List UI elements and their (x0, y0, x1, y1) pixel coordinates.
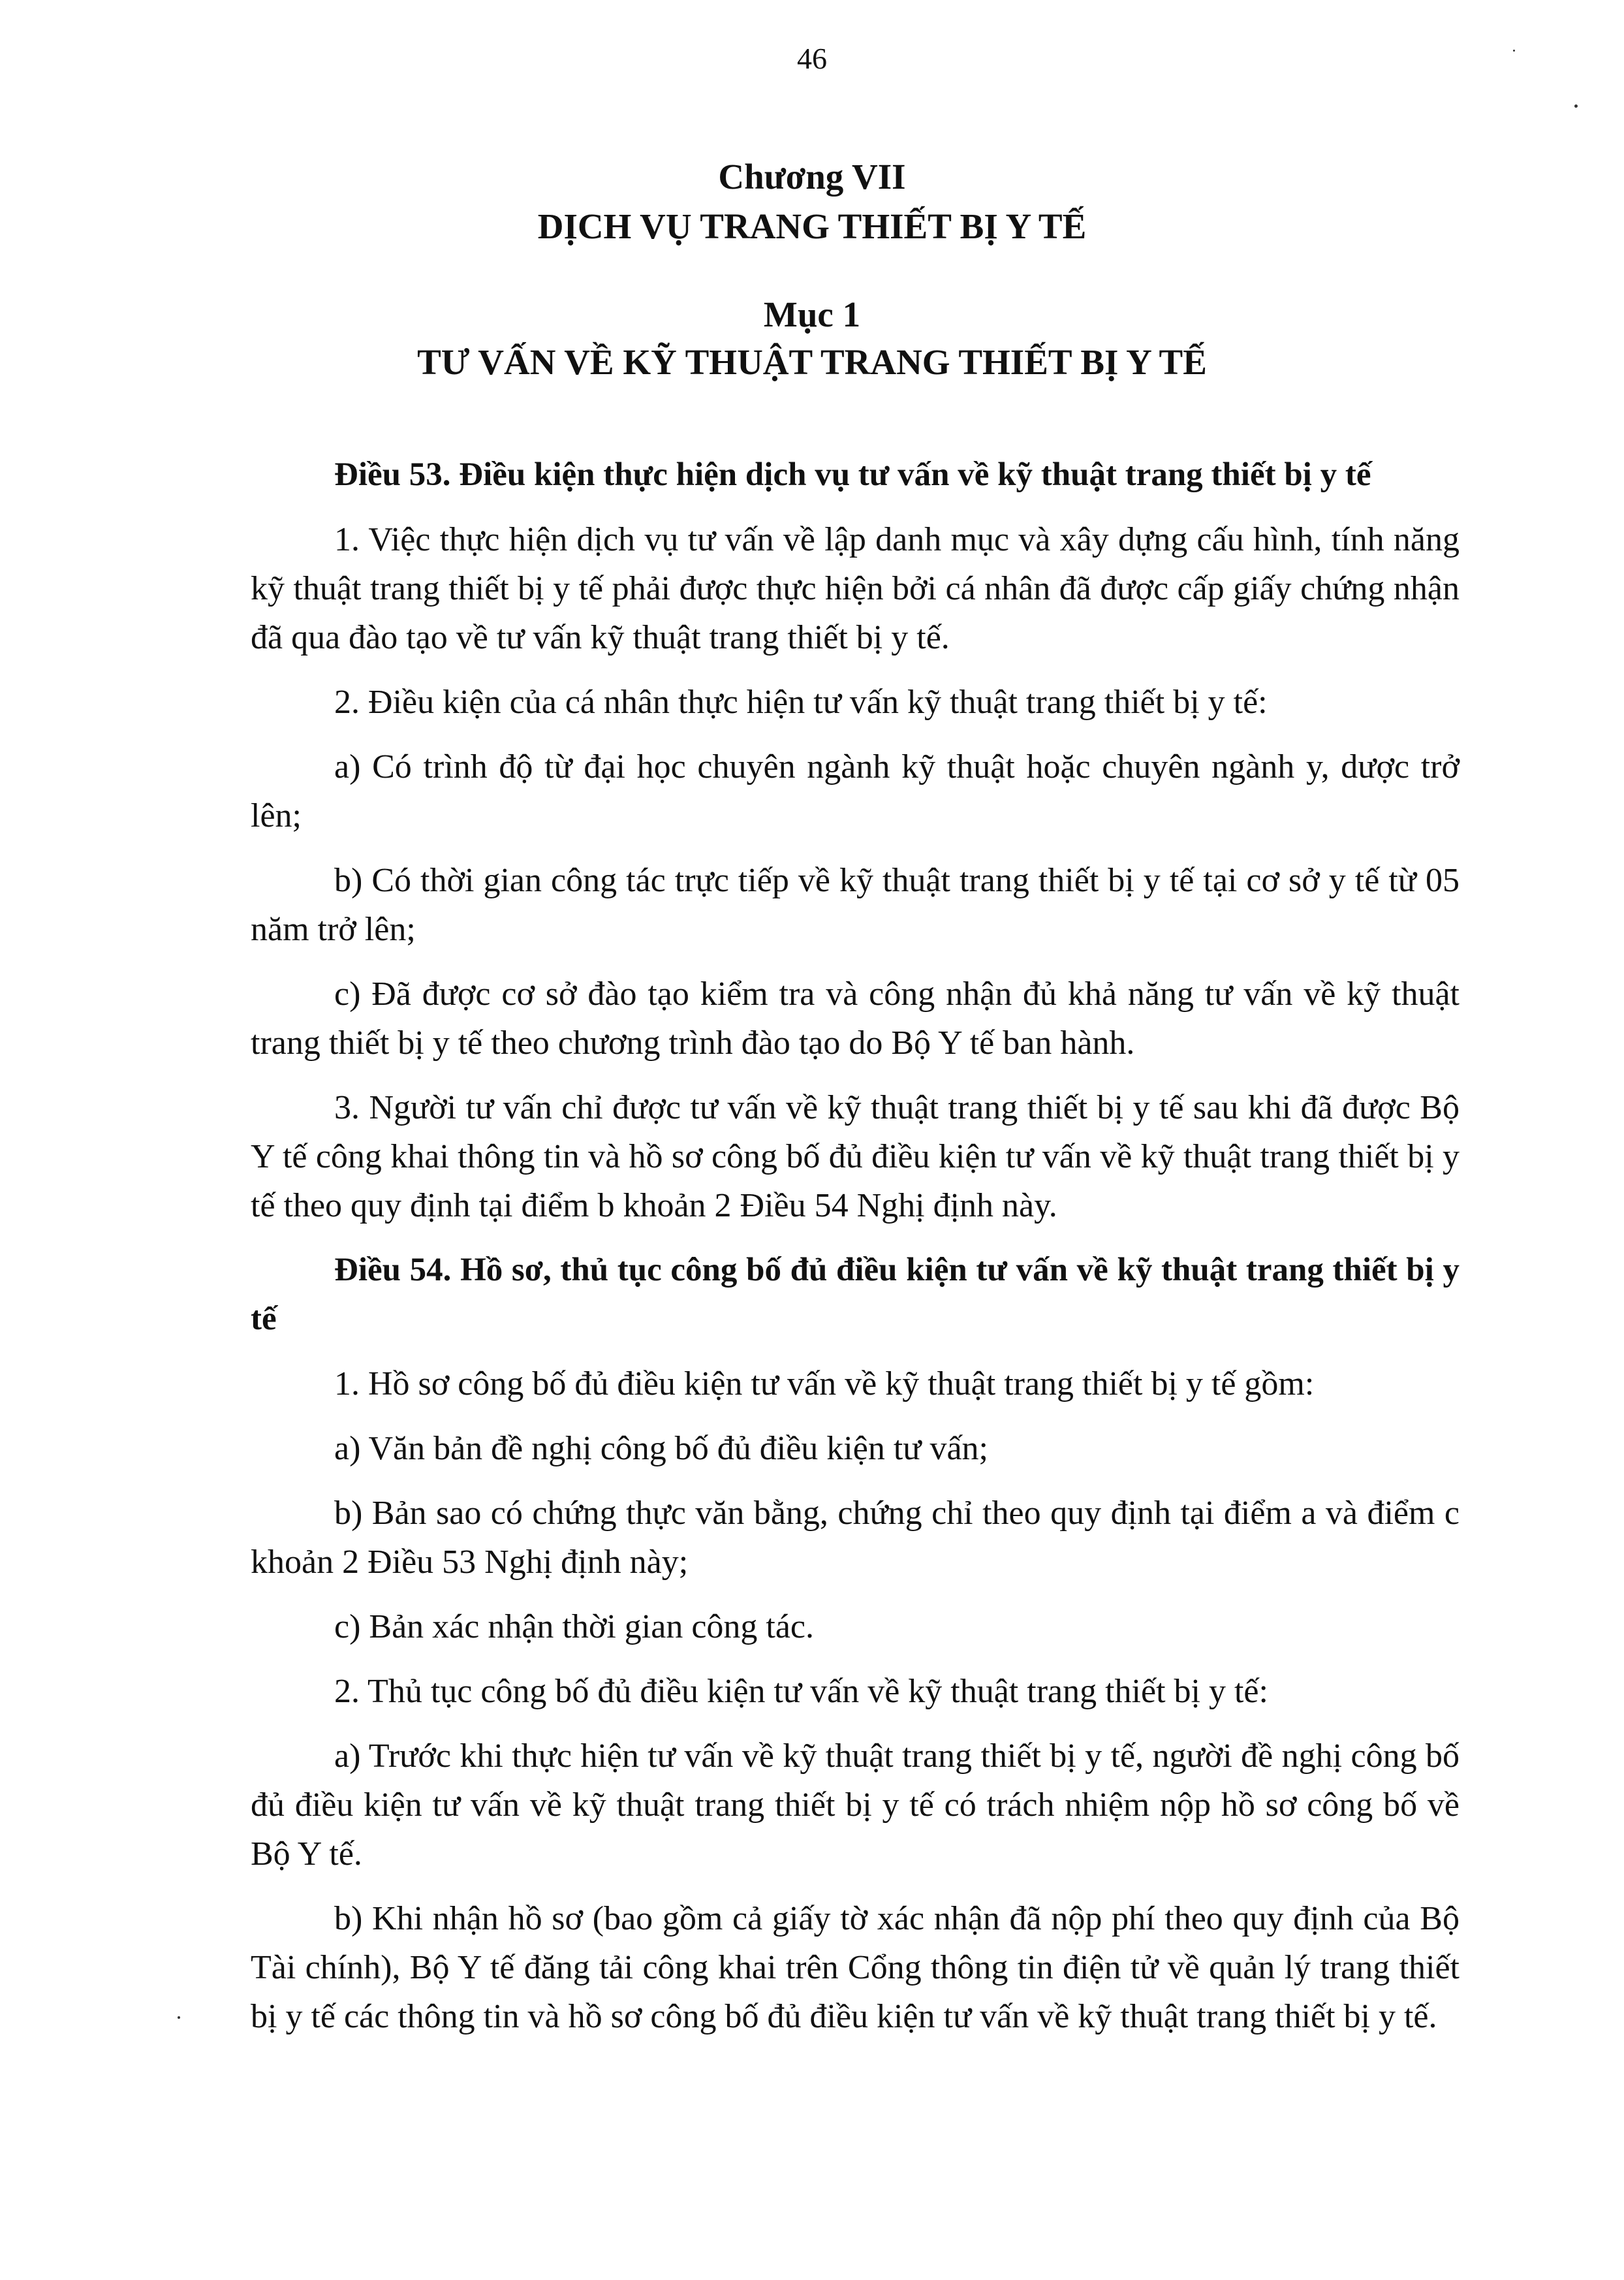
paragraph: a) Văn bản đề nghị công bố đủ điều kiện tư vấn; (334, 1430, 988, 1467)
paragraph: b) Khi nhận hồ sơ (bao gồm cả giấy tờ xác nhận đã nộp phí theo quy định của Bộ Tài chính), Bộ Y tế đăng tải công khai trên Cổng thông tin điện tử về quản lý trang thiết bị y tế các thông tin và hồ sơ công bố đủ điều kiện tư vấn về kỹ thuật trang thiết bị y tế. (251, 1900, 1460, 2035)
paragraph: c) Bản xác nhận thời gian công tác. (334, 1608, 815, 1645)
paragraph: 2. Điều kiện của cá nhân thực hiện tư vấn kỹ thuật trang thiết bị y tế: (334, 684, 1268, 721)
section-label: Mục 1 (763, 294, 861, 334)
paragraph: 3. Người tư vấn chỉ được tư vấn về kỹ thuật trang thiết bị y tế sau khi đã được Bộ Y tế công khai thông tin và hồ sơ công bố đủ điều kiện tư vấn về kỹ thuật trang thiết bị y tế theo quy định tại điểm b khoản 2 Điều 54 Nghị định này. (251, 1089, 1460, 1224)
scan-speck (178, 2016, 180, 2019)
paragraph: 1. Việc thực hiện dịch vụ tư vấn về lập danh mục và xây dựng cấu hình, tính năng kỹ thuật trang thiết bị y tế phải được thực hiện bởi cá nhân đã được cấp giấy chứng nhận đã qua đào tạo về tư vấn kỹ thuật trang thiết bị y tế. (251, 521, 1460, 656)
page-number: 46 (797, 42, 827, 75)
paragraph: 2. Thủ tục công bố đủ điều kiện tư vấn về kỹ thuật trang thiết bị y tế: (334, 1673, 1268, 1710)
scan-speck (1574, 104, 1578, 108)
paragraph: a) Có trình độ từ đại học chuyên ngành kỹ thuật hoặc chuyên ngành y, dược trở lên; (251, 748, 1460, 834)
section-title: TƯ VẤN VỀ KỸ THUẬT TRANG THIẾT BỊ Y TẾ (417, 342, 1207, 382)
paragraph: c) Đã được cơ sở đào tạo kiểm tra và công nhận đủ khả năng tư vấn về kỹ thuật trang thiết bị y tế theo chương trình đào tạo do Bộ Y tế ban hành. (251, 975, 1460, 1062)
article-53-heading: Điều 53. Điều kiện thực hiện dịch vụ tư vấn về kỹ thuật trang thiết bị y tế (334, 456, 1371, 493)
paragraph: b) Bản sao có chứng thực văn bằng, chứng chỉ theo quy định tại điểm a và điểm c khoản 2 Điều 53 Nghị định này; (251, 1495, 1460, 1581)
paragraph: b) Có thời gian công tác trực tiếp về kỹ thuật trang thiết bị y tế tại cơ sở y tế từ 05 năm trở lên; (251, 862, 1460, 948)
paragraph: a) Trước khi thực hiện tư vấn về kỹ thuật trang thiết bị y tế, người đề nghị công bố đủ điều kiện tư vấn về kỹ thuật trang thiết bị y tế có trách nhiệm nộp hồ sơ công bố về Bộ Y tế. (251, 1737, 1460, 1873)
article-54-heading: Điều 54. Hồ sơ, thủ tục công bố đủ điều kiện tư vấn về kỹ thuật trang thiết bị y tế (251, 1252, 1460, 1337)
chapter-title: DỊCH VỤ TRANG THIẾT BỊ Y TẾ (537, 206, 1087, 246)
document-body (251, 451, 1460, 2057)
paragraph: 1. Hồ sơ công bố đủ điều kiện tư vấn về kỹ thuật trang thiết bị y tế gồm: (334, 1365, 1315, 1402)
chapter-label: Chương VII (718, 157, 906, 197)
scan-speck (1513, 50, 1515, 52)
